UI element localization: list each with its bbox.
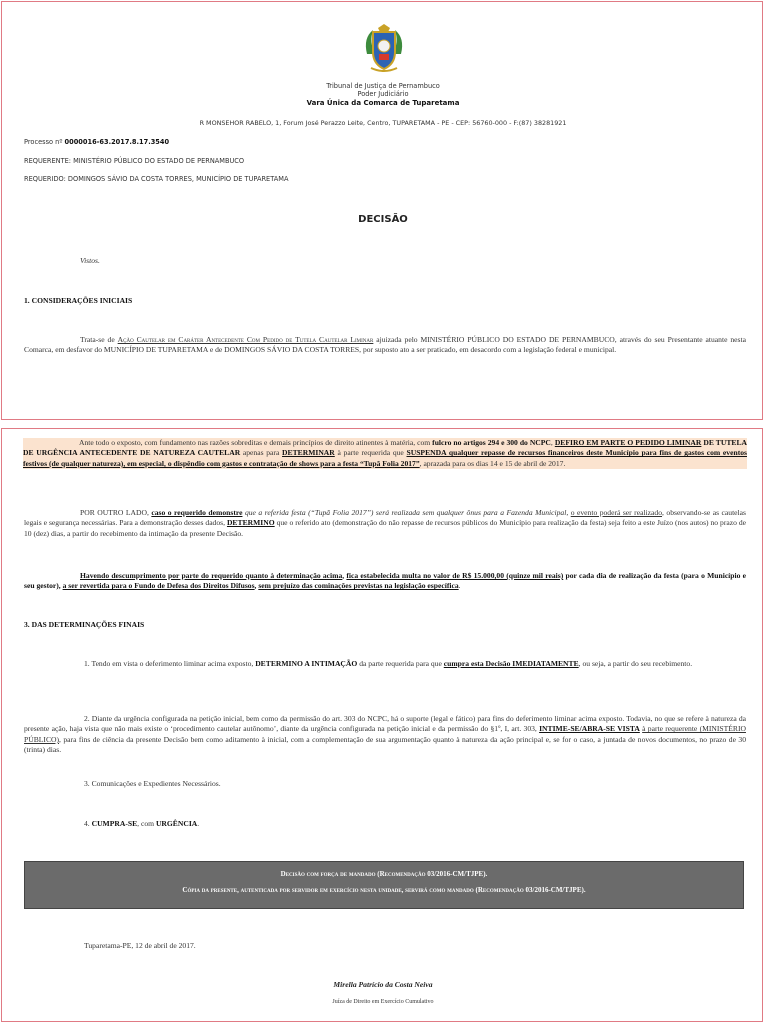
paragraph-ruling-highlight xyxy=(23,438,747,469)
p3-no-cost: que a referida festa (“Tupã Folia 2017”) será realizada sem qualquer ônus para a Fazenda Municipal xyxy=(242,508,567,517)
process-value: 0000016-63.2017.8.17.3540 xyxy=(64,138,170,146)
p3-text-f: , observando-se as cautelas legais e segurança necessárias. Para a demonstração desses dados, xyxy=(24,508,746,528)
paragraph-fine xyxy=(24,571,746,592)
determination-3: 3. Comunicações e Expedientes Necessários. xyxy=(84,779,221,788)
p4-noncompliance: Havendo descumprimento por parte do requerido quanto à determinação acima xyxy=(80,571,343,580)
p4-fund: a ser revertida para o Fundo de Defesa dos Direitos Difusos xyxy=(62,581,255,591)
p2-sep: , xyxy=(550,438,555,447)
paragraph-on-the-other-hand xyxy=(24,508,746,539)
d1-intimation: DETERMINO A INTIMAÇÃO xyxy=(255,659,358,668)
p2-text-f: apenas para xyxy=(240,448,283,458)
court-address: R MONSEHOR RABELO, 1, Forum José Perazzo Leite, Centro, TUPARETAMA - PE - CEP: 56760-000 - F:(87) 38281921 xyxy=(199,119,567,127)
p2-tutela: DE TUTELA DE URGÊNCIA ANTECEDENTE DE NATUREZA CAUTELAR xyxy=(23,438,748,458)
coat-of-arms-seal xyxy=(361,24,407,74)
document-page-2 xyxy=(1,428,763,1022)
mandate-banner-line-2: Cópia da presente, autenticada por servidor em exercício nesta unidade, servirá como mandado (Recomendação 03/2016-CM/TJPE). xyxy=(182,886,586,894)
d2-text-a: 2. Diante da urgência configurada na petição inicial, bem como da permissão do art. 303 do NCPC, há o suporte (legal e fático) para fins do deferimento liminar acima exposto. Todavia, no que se refere à natureza da presente ação, haja vista que não mais existe o ‘procedimento cautelar autônomo’, diante da urgência configurada na petição inicial e da permissão do §1º, I, art. 303, xyxy=(24,714,746,734)
p2-suspend-order: SUSPENDA qualquer repasse de recursos financeiros deste Município para fins de gastos com eventos festivos (de qualquer natureza), em especial, o dispêndio com gastos e contratação de shows para a festa “Tupã Folia 2017” xyxy=(23,448,747,468)
d4-urgency: URGÊNCIA xyxy=(155,819,198,828)
d4-text-c: , com xyxy=(137,819,156,828)
d4-comply: CUMPRA-SE xyxy=(91,819,138,828)
document-title: DECISÃO xyxy=(358,214,408,225)
p4-sep-1: , xyxy=(342,571,347,580)
p4-fine-amount: R$ 15.000,00 (quinze mil reais) xyxy=(462,571,564,580)
d1-comply-now: cumpra esta Decisão IMEDIATAMENTE xyxy=(443,659,579,668)
p3-text-h: que o referido ato (demonstração do não repasse de recursos públicos do Município para realização da festa) seja feito a este Juízo (nos autos) no prazo de 10 (dez) dias, a partir do recebimento da intimação da presente Decisão. xyxy=(24,518,746,538)
place-and-date: Tuparetama-PE, 12 de abril de 2017. xyxy=(84,941,196,950)
p2-text-a: Ante todo o exposto, com fundamento nas razões sobreditas e demais princípios de direito atinentes à matéria, com xyxy=(79,438,433,447)
p3-sep: , xyxy=(566,508,571,517)
d1-text-c: da parte requerida para que xyxy=(357,659,444,668)
d2-text-e: , para fins de ciência da presente Decisão bem como aditamento à inicial, com a complementação de sua argumentação quanto à natureza da ação principal e, se for o caso, a juntada de novos documentos, no prazo de 30 (trinta) dias. xyxy=(24,734,746,755)
determination-4 xyxy=(84,819,684,829)
p1-text-a: Trata-se de xyxy=(80,335,118,344)
defendant: REQUERIDO: DOMINGOS SÁVIO DA COSTA TORRES, MUNICÍPIO DE TUPARETAMA xyxy=(24,175,289,183)
p3-text-a: POR OUTRO LADO, xyxy=(80,508,152,517)
unit-name: Vara Única da Comarca de Tuparetama xyxy=(306,99,460,107)
d1-text-e: , ou seja, a partir do seu recebimento. xyxy=(578,659,693,668)
p3-determine: DETERMINO xyxy=(226,518,275,528)
p4-per-day: por cada dia de realização da festa (para o Município e seu gestor) xyxy=(24,571,747,591)
p2-text-j: , aprazada para os dias 14 e 15 de abril de 2017. xyxy=(419,458,566,468)
d2-intime: INTIME-SE/ABRA-SE VISTA xyxy=(539,724,640,734)
p2-text-h: à parte requerida que xyxy=(334,448,407,458)
d4-end: . xyxy=(197,819,200,828)
d1-text-a: 1. Tendo em vista o deferimento liminar acima exposto, xyxy=(84,659,256,668)
process-number xyxy=(24,138,169,146)
p3-event-may-happen: o evento poderá ser realizado xyxy=(570,508,663,517)
vistos-text: Vistos. xyxy=(80,256,100,265)
judge-name: Mirella Patrício da Costa Neiva xyxy=(333,980,433,989)
process-label: Processo nº xyxy=(24,138,63,146)
p2-granted: DEFIRO EM PARTE O PEDIDO LIMINAR xyxy=(554,438,702,447)
mandate-banner-line-1: Decisão com força de mandado (Recomendação 03/2016-CM/TJPE). xyxy=(280,870,488,878)
section-heading-1: 1. CONSIDERAÇÕES INICIAIS xyxy=(24,296,133,305)
d2-plaintiff: à parte requerente (MINISTÉRIO PÚBLICO) xyxy=(24,724,746,744)
mandate-banner xyxy=(24,861,744,909)
p2-determine: DETERMINAR xyxy=(282,448,335,458)
p4-fine-established: fica estabelecida multa no valor de xyxy=(346,571,463,580)
plaintiff: REQUERENTE: MINISTÉRIO PÚBLICO DO ESTADO DE PERNAMBUCO xyxy=(24,157,245,165)
determination-2 xyxy=(24,714,746,756)
document-page-1 xyxy=(1,1,763,420)
p4-without-prejudice: sem prejuízo das cominações previstas na legislação específica xyxy=(258,581,459,591)
p4-end: . xyxy=(458,581,461,591)
p1-text-c: ajuizada pelo MINISTÉRIO PÚBLICO DO ESTADO DE PERNAMBUCO, através do seu Presentante atuante nesta Comarca, em desfavor do MUNICÍPIO DE TUPARETAMA e de DOMINGOS SÁVIO DA COSTA TORRES, por suposto ato a ser praticado, em desacordo com a legislação federal e municipal. xyxy=(24,335,746,355)
p4-sep-2: , xyxy=(58,581,63,591)
branch-name: Poder Judiciário xyxy=(357,90,409,98)
determination-1 xyxy=(24,659,746,669)
p4-sep-3: , xyxy=(254,581,259,591)
p3-if-demonstrates: caso o requerido demonstre xyxy=(151,508,243,517)
paragraph-introduction xyxy=(24,335,746,356)
p2-legal-basis: fulcro no artigos 294 e 300 do NCPC xyxy=(432,438,551,447)
d4-text-a: 4. xyxy=(84,819,92,828)
judge-role: Juíza de Direito em Exercício Cumulativo xyxy=(332,999,434,1005)
section-heading-3: 3. DAS DETERMINAÇÕES FINAIS xyxy=(24,620,145,629)
p1-action-type: Ação Cautelar em Caráter Antecedente Com Pedido de Tutela Cautelar Liminar xyxy=(117,335,374,344)
court-name: Tribunal de Justiça de Pernambuco xyxy=(326,82,440,90)
